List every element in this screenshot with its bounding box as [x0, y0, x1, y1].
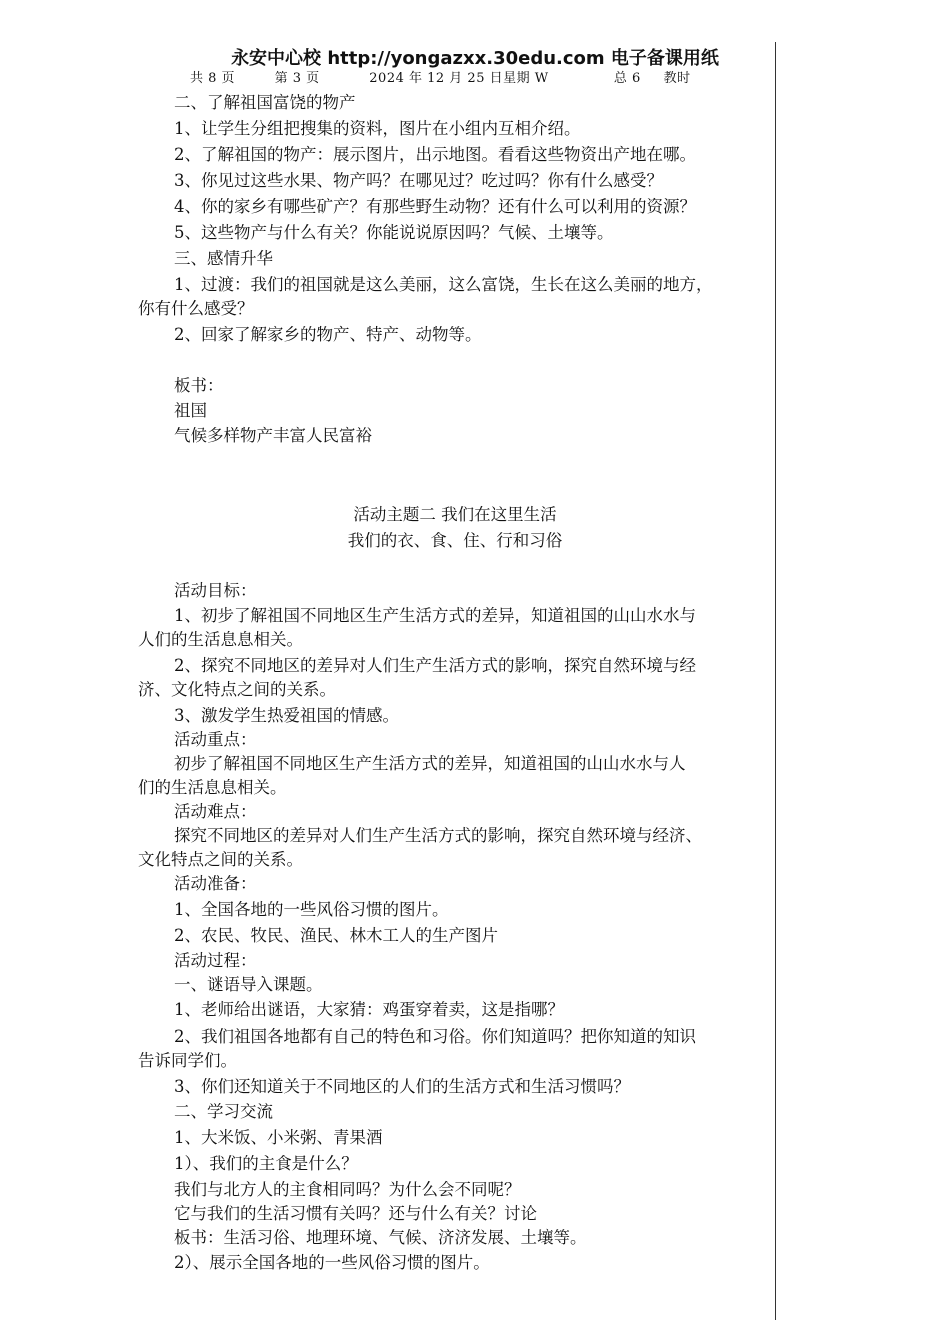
text-line: 1）、我们的主食是什么？ — [174, 1154, 358, 1173]
section-heading: 二、了解祖国富饶的物产 — [174, 93, 356, 112]
text-line: 1、让学生分组把搜集的资料，图片在小组内互相介绍。 — [174, 119, 581, 138]
board-text: 祖国 — [174, 401, 207, 420]
text-line: 2、了解祖国的物产：展示图片，出示地图。看看这些物资出产地在哪。 — [174, 145, 696, 164]
text-line: 探究不同地区的差异对人们生产生活方式的影响，探究自然环境与经济、 — [174, 826, 702, 845]
section-heading: 活动目标： — [174, 581, 257, 600]
text-line: 3、激发学生热爱祖国的情感。 — [174, 706, 399, 725]
section-heading: 活动难点： — [174, 802, 257, 821]
page-number: 第 3 页 — [274, 71, 320, 86]
text-line: 5、这些物产与什么有关？你能说说原因吗？气候、土壤等。 — [174, 223, 614, 242]
board-text: 气候多样物产丰富人民富裕 — [174, 426, 372, 445]
period-label: 教时 — [663, 71, 691, 86]
board-label: 板书： — [174, 376, 224, 395]
text-line: 1、过渡：我们的祖国就是这么美丽，这么富饶，生长在这么美丽的地方， — [174, 275, 713, 294]
section-heading: 二、学习交流 — [174, 1102, 273, 1121]
activity-title: 活动主题二 我们在这里生活 — [353, 505, 557, 524]
total-pages: 共 8 页 — [190, 71, 236, 86]
text-line: 初步了解祖国不同地区生产生活方式的差异，知道祖国的山山水水与人 — [174, 754, 686, 773]
text-line: 你有什么感受？ — [138, 299, 254, 318]
page-header-meta — [190, 71, 691, 87]
text-line: 我们与北方人的主食相同吗？为什么会不同呢？ — [174, 1180, 521, 1199]
text-line: 2、我们祖国各地都有自己的特色和习俗。你们知道吗？把你知道的知识 — [174, 1027, 696, 1046]
text-line: 人们的生活息息相关。 — [138, 630, 303, 649]
text-line: 1、老师给出谜语，大家猜：鸡蛋穿着卖，这是指哪？ — [174, 1000, 564, 1019]
section-heading: 三、感情升华 — [174, 249, 273, 268]
section-heading: 一、谜语导入课题。 — [174, 975, 323, 994]
text-line: 1、大米饭、小米粥、青果酒 — [174, 1128, 383, 1147]
text-line: 它与我们的生活习惯有关吗？还与什么有关？讨论 — [174, 1204, 537, 1223]
board-text: 板书：生活习俗、地理环境、气候、济济发展、土壤等。 — [174, 1228, 587, 1247]
text-line: 2）、展示全国各地的一些风俗习惯的图片。 — [174, 1253, 490, 1272]
text-line: 4、你的家乡有哪些矿产？有那些野生动物？还有什么可以利用的资源？ — [174, 197, 696, 216]
text-line: 3、你们还知道关于不同地区的人们的生活方式和生活习惯吗？ — [174, 1077, 630, 1096]
text-line: 们的生活息息相关。 — [138, 778, 287, 797]
text-line: 文化特点之间的关系。 — [138, 850, 303, 869]
text-line: 2、农民、牧民、渔民、林木工人的生产图片 — [174, 926, 498, 945]
section-heading: 活动准备： — [174, 874, 257, 893]
total-periods: 总 6 — [613, 71, 641, 86]
text-line: 告诉同学们。 — [138, 1051, 237, 1070]
section-heading: 活动过程： — [174, 951, 257, 970]
text-line: 2、回家了解家乡的物产、特产、动物等。 — [174, 325, 482, 344]
text-line: 3、你见过这些水果、物产吗？在哪见过？吃过吗？你有什么感受？ — [174, 171, 663, 190]
page-header-title: 永安中心校 http://yongazxx.30edu.com 电子备课用纸 — [231, 48, 719, 69]
text-line: 济、文化特点之间的关系。 — [138, 680, 336, 699]
text-line: 1、全国各地的一些风俗习惯的图片。 — [174, 900, 449, 919]
text-line: 1、初步了解祖国不同地区生产生活方式的差异，知道祖国的山山水水与 — [174, 606, 696, 625]
activity-subtitle: 我们的衣、食、住、行和习俗 — [347, 531, 563, 550]
section-heading: 活动重点： — [174, 730, 257, 749]
text-line: 2、探究不同地区的差异对人们生产生活方式的影响，探究自然环境与经 — [174, 656, 696, 675]
date: 2024 年 12 月 25 日星期 W — [369, 71, 549, 86]
